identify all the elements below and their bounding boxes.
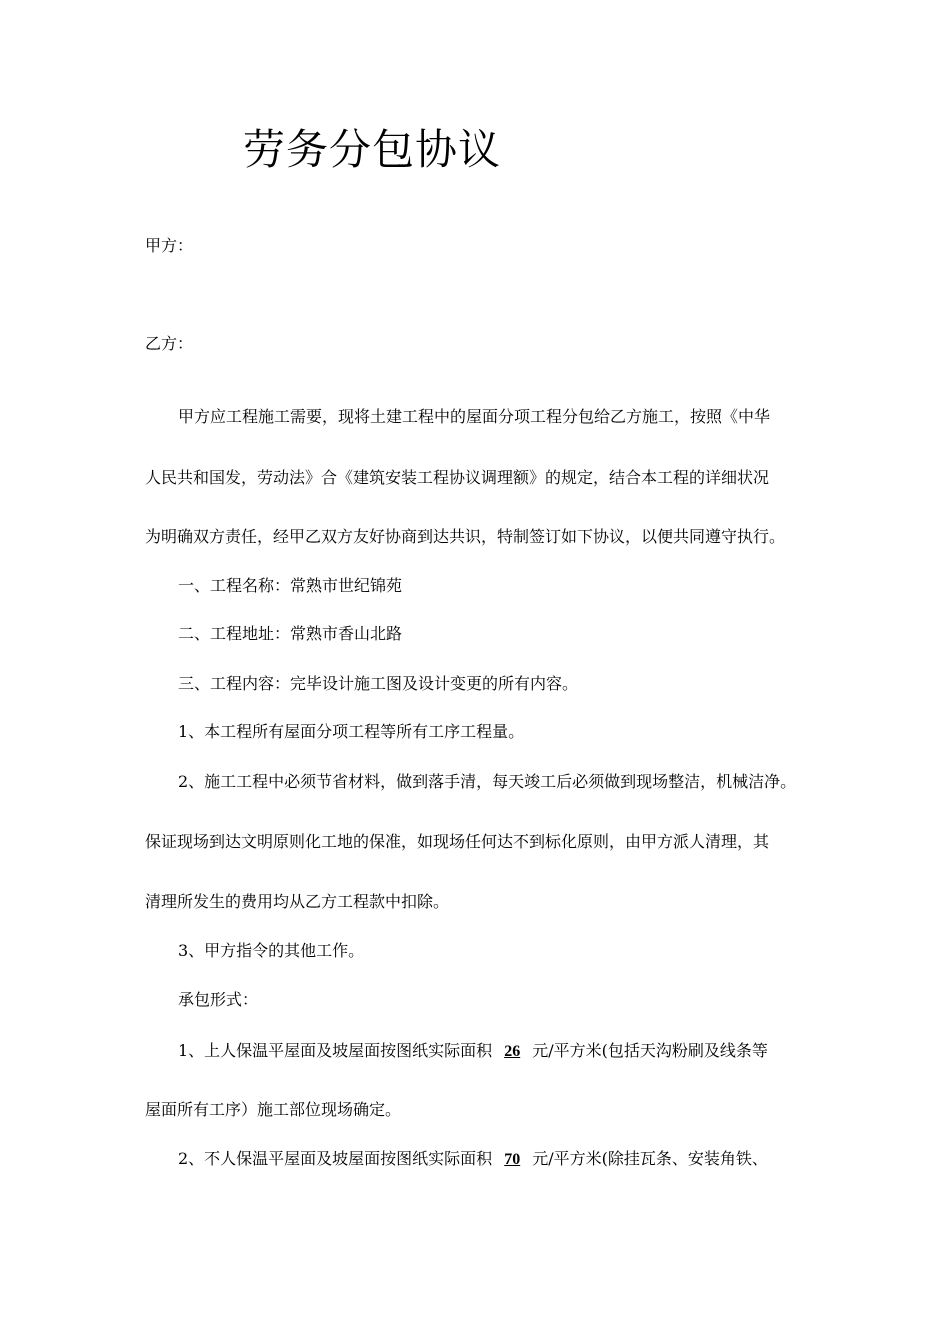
content-item-2-line-1: 2、施工工程中必须节省材料，做到落手清，每天竣工后必须做到现场整洁，机械洁净。 — [178, 772, 797, 791]
form-item-1-price: 26 — [504, 1043, 521, 1060]
form-item-1-suffix: 元/平方米(包括天沟粉刷及线条等 — [532, 1041, 768, 1060]
intro-line-2: 人民共和国发，劳动法》合《建筑安装工程协议调理额》的规定，结合本工程的详细状况 — [145, 468, 770, 487]
party-a-label: 甲方： — [145, 236, 194, 255]
content-item-3: 3、甲方指令的其他工作。 — [178, 941, 365, 960]
content-item-1: 1、本工程所有屋面分项工程等所有工序工程量。 — [178, 722, 525, 741]
document-title: 劳务分包协议 — [243, 125, 502, 174]
form-item-2-line-1 — [178, 1147, 768, 1172]
form-item-2-prefix: 2、不人保温平屋面及坡屋面按图纸实际面积 — [178, 1149, 493, 1168]
content-item-2-line-2: 保证现场到达文明原则化工地的保准，如现场任何达不到标化原则，由甲方派人清理，其 — [145, 832, 770, 851]
form-item-1-line-2: 屋面所有工序）施工部位现场确定。 — [145, 1100, 402, 1119]
content-item-2-line-3: 清理所发生的费用均从乙方工程款中扣除。 — [145, 892, 450, 911]
project-content: 三、工程内容：完毕设计施工图及设计变更的所有内容。 — [178, 674, 579, 693]
intro-line-1: 甲方应工程施工需要，现将土建工程中的屋面分项工程分包给乙方施工，按照《中华 — [178, 407, 771, 426]
project-address: 二、工程地址：常熟市香山北路 — [178, 624, 403, 643]
form-item-2-suffix: 元/平方米(除挂瓦条、安装角铁、 — [532, 1149, 768, 1168]
project-name: 一、工程名称：常熟市世纪锦苑 — [178, 576, 403, 595]
intro-line-3: 为明确双方责任，经甲乙双方友好协商到达共识，特制签订如下协议，以便共同遵守执行。 — [145, 527, 786, 546]
contract-form-heading: 承包形式： — [178, 990, 259, 1009]
form-item-2-price: 70 — [504, 1151, 521, 1168]
party-b-label: 乙方： — [145, 334, 194, 353]
form-item-1-line-1 — [178, 1039, 768, 1064]
form-item-1-prefix: 1、上人保温平屋面及坡屋面按图纸实际面积 — [178, 1041, 493, 1060]
